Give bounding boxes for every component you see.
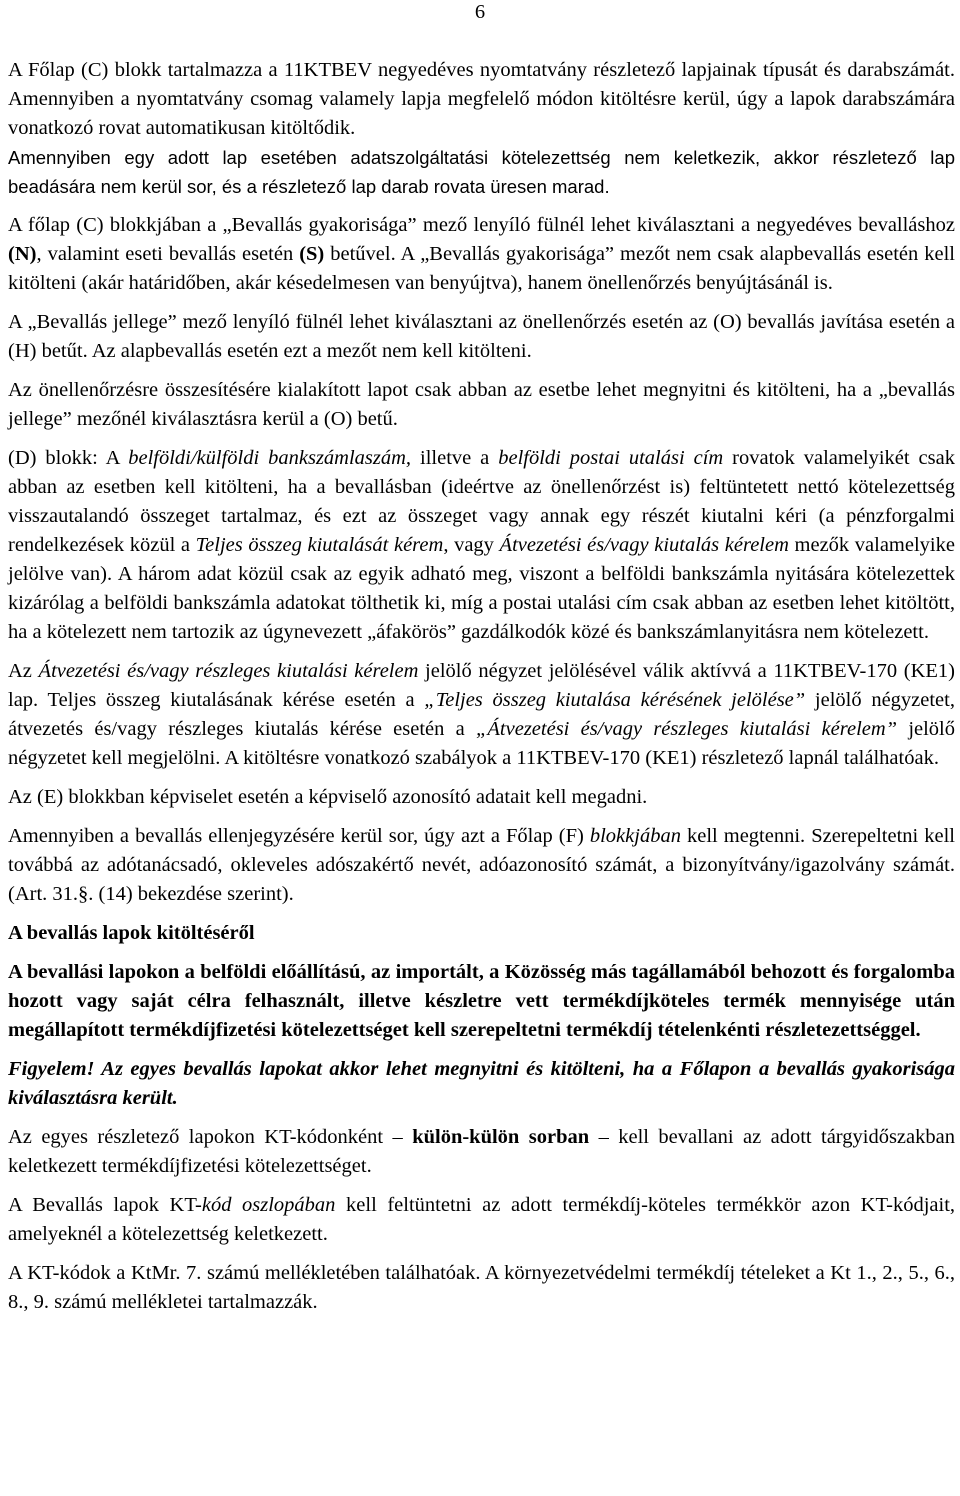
paragraph-e-block: Az (E) blokkban képviselet esetén a képviselő azonosító adatait kell megadni.: [8, 786, 648, 808]
paragraph-return-sheets: A bevallási lapokon a belföldi előállítású, az importált, a Közösség más tagállamából behozott és forgalomba hozott vagy saját célra felhasznált, illetve készletre vett termékdíjköteles termék mennyisége után megállapított termékdíjfizetési kötelezettséget kell szerepeltetni termékdíj tételenkénti részletezettséggel.: [8, 961, 955, 1041]
paragraph-main-sheet-c-block: A Főlap (C) blokk tartalmazza a 11KTBEV negyedéves nyomtatvány részletező lapjainak típusát és darabszámát. Amennyiben a nyomtatvány csomag valamely lapja megfelelő módon kitöltésre kerül, úgy a lapok darabszámára vonatkozó rovat automatikusan kitöltődik.: [8, 59, 955, 139]
paragraph-d-block: (D) blokk: A belföldi/külföldi bankszámlaszám, illetve a belföldi postai utalási cím rovatok valamelyikét csak abban az esetben kell kitölteni, ha a bevallásban (ideértve az önellenőrzést is) feltüntetett nettó kötelezettség visszautalandó összeget tartalmaz, és ezt az összeget vagy annak egy részét kiutalni kéri (a pénzforgalmi rendelkezések közül a Teljes összeg kiutalását kérem, vagy Átvezetési és/vagy kiutalás kérelem mezők valamelyike jelölve van). A három adat közül csak az egyik adható meg, viszont a belföldi bankszámla nyitására kötelezettek kizárólag a belföldi bankszámla adatokat tölthetik ki, míg a postai utalási cím csak abban az esetben lehet kitöltött, ha a kötelezett nem tartozik az úgynevezett „áfakörös” gazdálkodók közé és bankszámlanyitásra nem kötelezett.: [8, 447, 955, 643]
section-heading: A bevallás lapok kitöltéséről: [8, 922, 255, 944]
paragraph-transfer-request: Az Átvezetési és/vagy részleges kiutalási kérelem jelölő négyzet jelölésével válik aktívvá a 11KTBEV-170 (KE1) lap. Teljes összeg kiutalásának kérése esetén a „Teljes összeg kiutalása kérésének jelölése” jelölő négyzetet, átvezetés és/vagy részleges kiutalás kérése esetén a „Átvezetési és/vagy részleges kiutalási kérelem” jelölő négyzetet kell megjelölni. A kitöltésre vonatkozó szabályok a 11KTBEV-170 (KE1) részletező lapnál találhatóak.: [8, 660, 956, 769]
paragraph-nature: A „Bevallás jellege” mező lenyíló fülnél lehet kiválasztani az önellenőrzés esetén az (O) bevallás javítása esetén a (H) betűt. Az alapbevallás esetén ezt a mezőt nem kell kitölteni.: [8, 311, 955, 362]
document-body: [8, 56, 955, 1327]
paragraph-warning: Figyelem! Az egyes bevallás lapokat akkor lehet megnyitni és kitölteni, ha a Főlapon a bevallás gyakorisága kiválasztásra került.: [8, 1058, 955, 1109]
paragraph-kt-code-column: A Bevallás lapok KT-kód oszlopában kell feltüntetni az adott termékdíj-köteles termékkör azon KT-kódjait, amelyeknél a kötelezettség keletkezett.: [8, 1194, 956, 1245]
paragraph-kt-codes-annex: A KT-kódok a KtMr. 7. számú mellékletében találhatóak. A környezetvédelmi termékdíj tételeket a Kt 1., 2., 5., 6., 8., 9. számú mellékletei tartalmazzák.: [8, 1262, 955, 1313]
paragraph-self-revision: Az önellenőrzésre összesítésére kialakított lapot csak abban az esetbe lehet megnyitni és kitölteni, ha a „bevallás jellege” mezőnél kiválasztásra kerül a (O) betű.: [8, 379, 955, 430]
paragraph-no-obligation: Amennyiben egy adott lap esetében adatszolgáltatási kötelezettség nem keletkezik, akkor részletező lap beadására nem kerül sor, és a részletező lap darab rovata üresen marad.: [8, 147, 955, 197]
page-number: 6: [474, 1, 486, 23]
paragraph-countersign: Amennyiben a bevallás ellenjegyzésére kerül sor, úgy azt a Főlap (F) blokkjában kell megtenni. Szerepeltetni kell továbbá az adótanácsadó, okleveles adószakértő nevét, adóazonosító számát, a bizonyítvány/igazolvány számát. (Art. 31.§. (14) bekezdése szerint).: [8, 825, 955, 905]
paragraph-kt-code-rows: Az egyes részletező lapokon KT-kódonként – külön-külön sorban – kell bevallani az adott tárgyidőszakban keletkezett termékdíjfizetési kötelezettséget.: [8, 1126, 955, 1177]
code-s: (S): [299, 243, 325, 265]
code-n: (N): [8, 243, 37, 265]
paragraph-frequency: A főlap (C) blokkjában a „Bevallás gyakorisága” mező lenyíló fülnél lehet kiválasztani a negyedéves bevalláshoz (N), valamint eseti bevallás esetén (S) betűvel. A „Bevallás gyakorisága” mezőt nem csak alapbevallás esetén kell kitölteni (akár határidőben, akár késedelmesen van benyújtva), hanem önellenőrzés benyújtásánál is.: [8, 214, 955, 294]
